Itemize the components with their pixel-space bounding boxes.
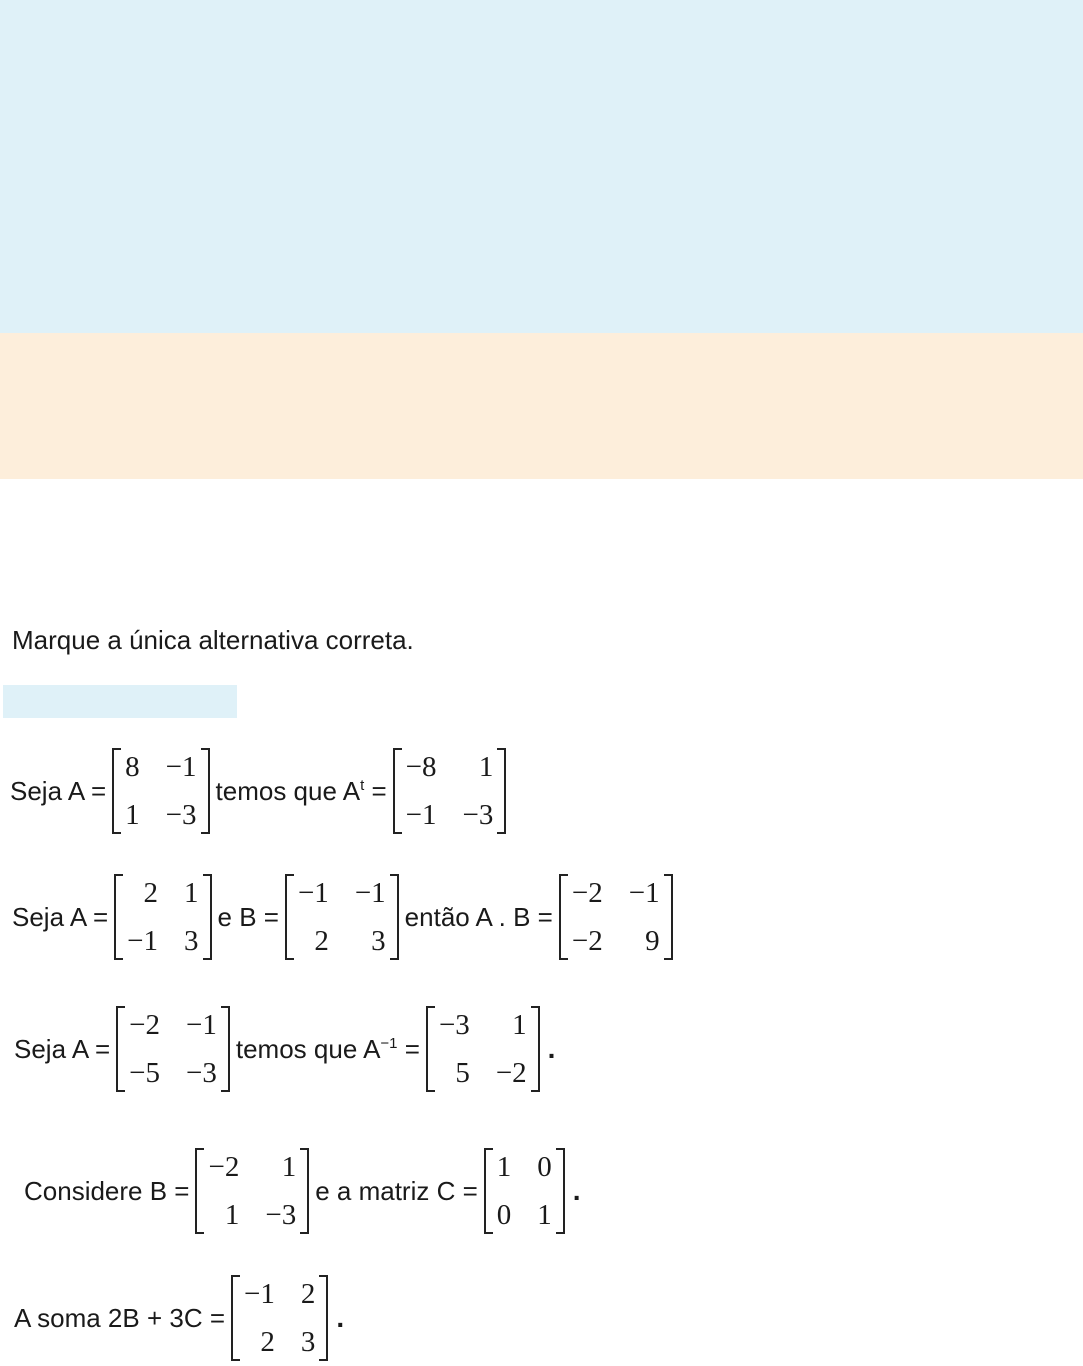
matrix-cell: 0 — [537, 1151, 552, 1183]
period: . — [547, 1033, 556, 1064]
matrix-sum — [231, 1275, 328, 1361]
matrix-cell: 3 — [371, 925, 386, 957]
matrix-cell: 1 — [184, 877, 199, 909]
matrix-cell: 2 — [260, 1326, 275, 1358]
option-text: = — [397, 1033, 420, 1064]
header-band — [0, 0, 1083, 333]
matrix-cell: 1 — [512, 1009, 527, 1041]
matrix-cell: −8 — [405, 751, 437, 783]
option-5[interactable] — [14, 1275, 344, 1361]
option-1[interactable] — [10, 748, 512, 834]
option-text: temos que A — [235, 1033, 381, 1064]
period: . — [336, 1302, 345, 1333]
matrix-cell: −1 — [297, 877, 329, 909]
matrix-cell: −2 — [129, 1009, 161, 1041]
matrix-cell: 2 — [300, 1278, 316, 1310]
matrix-cell: −3 — [438, 1009, 470, 1041]
option-text: Considere B = — [24, 1175, 190, 1206]
matrix-cell: −2 — [571, 877, 603, 909]
matrix-cell: −1 — [165, 751, 197, 783]
matrix-cell: −5 — [129, 1057, 161, 1089]
matrix-cell: −3 — [462, 799, 494, 831]
period: . — [572, 1175, 581, 1206]
matrix-a-inverse — [426, 1006, 540, 1092]
matrix-cell: −1 — [186, 1009, 217, 1041]
matrix-cell: 1 — [496, 1151, 512, 1183]
option-text: e B = — [217, 901, 279, 932]
question-instruction: Marque a única alternativa correta. — [12, 625, 414, 655]
matrix-b — [195, 1148, 309, 1234]
option-text: = — [364, 775, 387, 806]
matrix-cell: −1 — [244, 1278, 275, 1310]
matrix-cell: 1 — [537, 1199, 552, 1231]
matrix-cell: 1 — [224, 1199, 240, 1231]
matrix-cell: 3 — [184, 925, 199, 957]
option-text: e a matriz C = — [315, 1175, 478, 1206]
matrix-cell: −2 — [495, 1057, 527, 1089]
matrix-cell: 3 — [300, 1326, 316, 1358]
option-text: A soma 2B + 3C = — [14, 1302, 226, 1333]
matrix-cell: 8 — [125, 751, 140, 783]
matrix-cell: −1 — [127, 925, 159, 957]
matrix-cell: 9 — [645, 925, 660, 957]
matrix-cell: −3 — [186, 1057, 217, 1089]
matrix-cell: −2 — [571, 925, 603, 957]
matrix-cell: 5 — [455, 1057, 470, 1089]
option-3[interactable] — [14, 1006, 555, 1092]
matrix-cell: −3 — [165, 799, 197, 831]
option-2[interactable] — [12, 874, 679, 960]
matrix-c — [484, 1148, 565, 1234]
matrix-cell: −3 — [265, 1199, 297, 1231]
option-text: então A . B = — [404, 901, 553, 932]
matrix-cell: −1 — [354, 877, 386, 909]
matrix-cell: 1 — [478, 751, 494, 783]
matrix-a — [114, 874, 211, 960]
matrix-a-transpose — [393, 748, 507, 834]
option-text: Seja A = — [12, 901, 109, 932]
matrix-a — [116, 1006, 230, 1092]
matrix-cell: 2 — [314, 925, 329, 957]
matrix-cell: 1 — [281, 1151, 297, 1183]
matrix-cell: 1 — [125, 799, 140, 831]
option-text: temos que A — [215, 775, 361, 806]
matrix-product — [559, 874, 673, 960]
inverse-exponent: −1 — [380, 1034, 398, 1052]
selection-highlight — [3, 685, 237, 718]
matrix-cell: −1 — [628, 877, 660, 909]
matrix-cell: 2 — [143, 877, 159, 909]
option-4[interactable] — [24, 1148, 581, 1234]
matrix-b — [285, 874, 399, 960]
matrix-a — [112, 748, 209, 834]
transpose-exponent: t — [360, 776, 365, 794]
option-text: Seja A = — [10, 775, 107, 806]
option-text: Seja A = — [14, 1033, 111, 1064]
matrix-cell: −1 — [405, 799, 437, 831]
matrix-cell: 0 — [496, 1199, 512, 1231]
matrix-cell: −2 — [208, 1151, 240, 1183]
notice-band — [0, 333, 1083, 479]
